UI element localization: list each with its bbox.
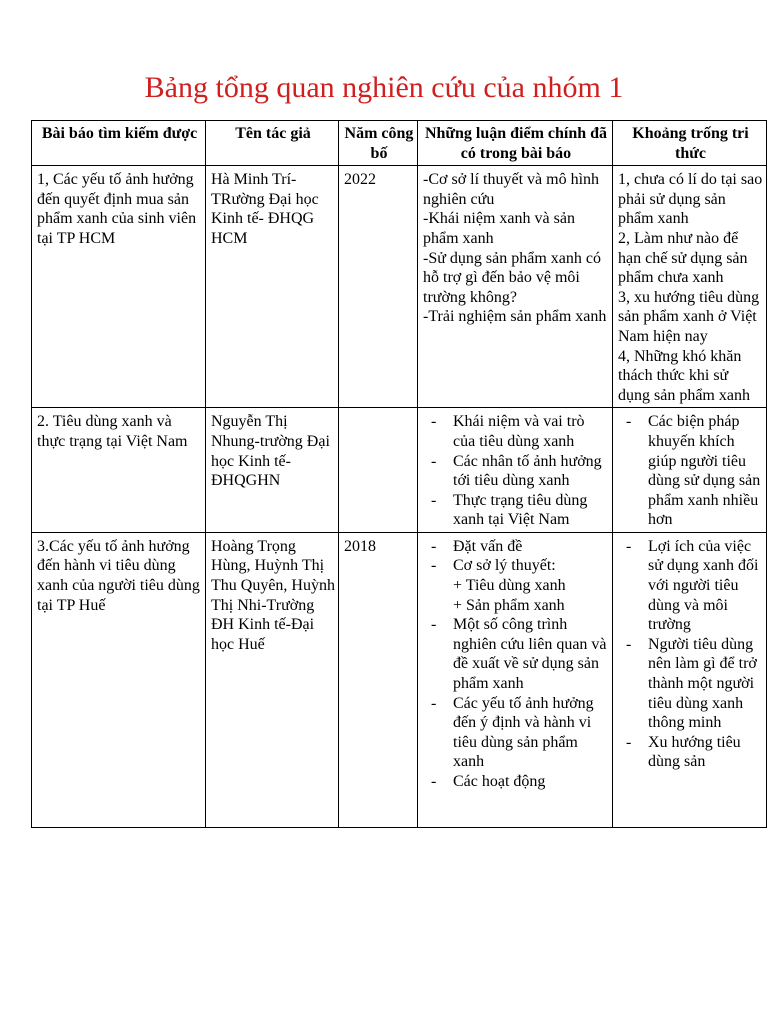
points-list: [423, 412, 609, 530]
point-item: -Sử dụng sản phẩm xanh có hỗ trợ gì đến bảo vệ môi trường không?: [423, 249, 601, 306]
gap-text: Lợi ích của việc sử dụng xanh đối với người tiêu dùng và môi trường: [648, 537, 759, 634]
table-header-row: [32, 121, 767, 166]
list-item: [423, 556, 609, 615]
gaps-list: [618, 412, 763, 530]
dash-bullet: -: [431, 616, 437, 634]
gap-item: 4, Những khó khăn thách thức khi sử dụng sản phẩm xanh: [618, 347, 750, 404]
list-item: [423, 694, 609, 772]
point-text: Thực trạng tiêu dùng xanh tại Việt Nam: [453, 491, 588, 529]
cell-year: [339, 408, 418, 533]
dash-bullet: -: [431, 452, 437, 470]
gap-item: 1, chưa có lí do tại sao phải sử dụng sản phẩm xanh: [618, 171, 763, 228]
point-text: Các yếu tố ảnh hưởng đến ý định và hành vi tiêu dùng sản phẩm xanh: [453, 694, 594, 771]
gaps-clip: [618, 537, 763, 772]
table-row: [32, 408, 767, 533]
sub-point: + Sản phẩm xanh: [453, 596, 565, 614]
sub-point: + Tiêu dùng xanh: [453, 577, 566, 595]
point-item: -Trải nghiệm sản phẩm xanh: [423, 308, 607, 326]
dash-bullet: -: [626, 537, 632, 555]
dash-bullet: -: [431, 413, 437, 431]
list-item: [423, 491, 609, 530]
cell-author: Nguyễn Thị Nhung-trường Đại học Kinh tế-ĐHQGHN: [206, 408, 339, 533]
points-list: [423, 537, 609, 792]
point-text: Các nhân tố ảnh hưởng tới tiêu dùng xanh: [453, 452, 602, 490]
table-row: [32, 532, 767, 827]
dash-bullet: -: [431, 537, 437, 555]
point-text: Các hoạt động: [453, 773, 546, 790]
research-overview-table: [31, 120, 767, 828]
point-text: Khái niệm và vai trò của tiêu dùng xanh: [453, 413, 585, 450]
dash-bullet: -: [431, 557, 437, 575]
list-item: [423, 772, 609, 792]
point-text: Đặt vấn đề: [453, 537, 523, 555]
gap-item: 2, Làm như nào để hạn chế sử dụng sản phẩm chưa xanh: [618, 229, 748, 287]
cell-points: [418, 408, 613, 533]
list-item: [618, 635, 763, 733]
point-item: -Cơ sở lí thuyết và mô hình nghiên cứu: [423, 171, 600, 208]
header-paper: Bài báo tìm kiếm được: [32, 121, 206, 166]
list-item: [423, 412, 609, 451]
cell-gaps: [613, 532, 767, 827]
point-text: Một số công trình nghiên cứu liên quan và đề xuất về sử dụng sản phẩm xanh: [453, 616, 607, 693]
header-author: Tên tác giả: [206, 121, 339, 166]
header-gaps: Khoảng trống tri thức: [613, 121, 767, 166]
header-year: Năm công bố: [339, 121, 418, 166]
cell-author: Hoàng Trọng Hùng, Huỳnh Thị Thu Quyên, Huỳnh Thị Nhi-Trường ĐH Kinh tế-Đại học Huế: [206, 532, 339, 827]
header-points: Những luận điểm chính đã có trong bài báo: [418, 121, 613, 166]
gap-text: Xu hướng tiêu dùng sản: [648, 733, 741, 771]
list-item: [618, 733, 763, 772]
list-item: [618, 412, 763, 530]
point-item: -Khái niệm xanh và sản phẩm xanh: [423, 210, 575, 247]
list-item: [423, 452, 609, 491]
list-item: [618, 537, 763, 635]
dash-bullet: -: [431, 694, 437, 712]
gap-text: Người tiêu dùng nên làm gì để trở thành một người tiêu dùng xanh thông minh: [648, 635, 757, 732]
dash-bullet: -: [626, 635, 632, 653]
dash-bullet: -: [431, 491, 437, 509]
cell-points: [418, 166, 613, 408]
gaps-list: [618, 537, 763, 772]
list-item: [423, 537, 609, 557]
list-item: [423, 615, 609, 693]
table-row: [32, 166, 767, 408]
point-text: Cơ sở lý thuyết:: [453, 557, 556, 575]
dash-bullet: -: [431, 773, 437, 790]
cell-paper: 3.Các yếu tố ảnh hưởng đến hành vi tiêu dùng xanh của người tiêu dùng tại TP Huế: [32, 532, 206, 827]
gap-item: 3, xu hướng tiêu dùng sản phẩm xanh ở Việt Nam hiện nay: [618, 288, 760, 345]
cell-gaps: [613, 408, 767, 533]
cell-gaps: [613, 166, 767, 408]
points-clip: [423, 537, 609, 792]
dash-bullet: -: [626, 413, 632, 431]
cell-year: 2018: [339, 532, 418, 827]
cell-author: Hà Minh Trí- TRường Đại học Kinh tế- ĐHQG HCM: [206, 166, 339, 408]
cell-year: 2022: [339, 166, 418, 408]
cell-paper: 1, Các yếu tố ảnh hưởng đến quyết định mua sản phẩm xanh của sinh viên tại TP HCM: [32, 166, 206, 408]
page-title: Bảng tổng quan nghiên cứu của nhóm 1: [144, 71, 624, 104]
cell-paper: 2. Tiêu dùng xanh và thực trạng tại Việt Nam: [32, 408, 206, 533]
cell-points: [418, 532, 613, 827]
dash-bullet: -: [626, 733, 632, 751]
gap-text: Các biện pháp khuyến khích giúp người tiêu dùng sử dụng sản phẩm xanh nhiều hơn: [648, 413, 761, 529]
